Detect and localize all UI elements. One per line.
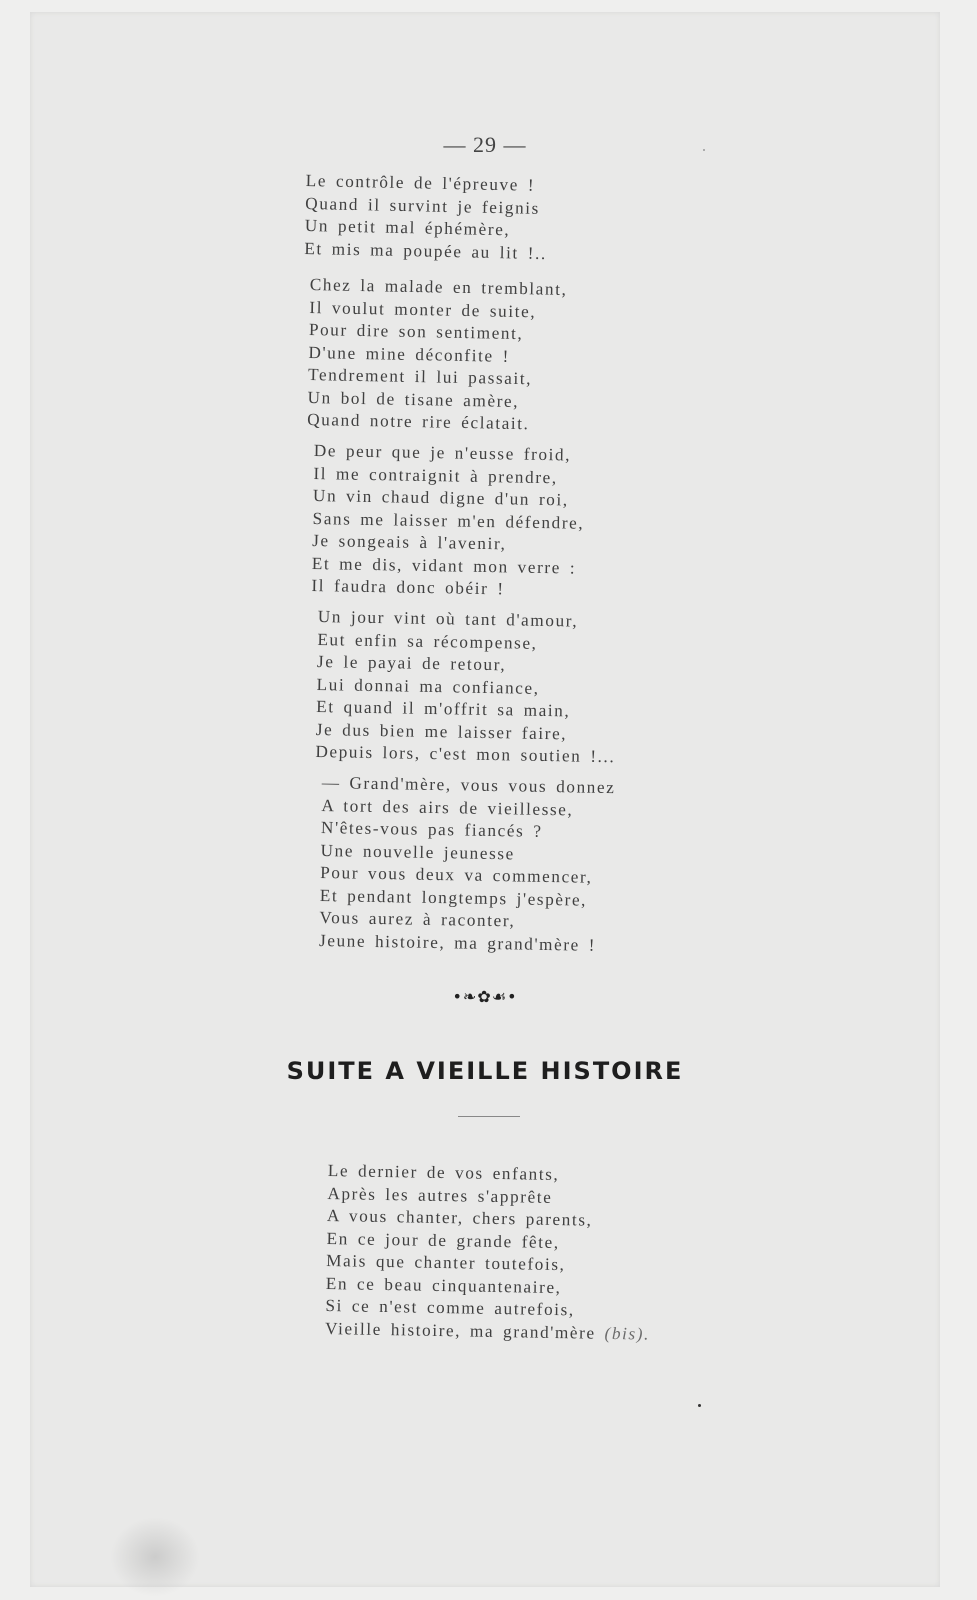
verse-line: De peur que je n'eusse froid, — [313, 440, 572, 465]
verse-line: Le dernier de vos enfants, — [327, 1160, 560, 1185]
refrain-marker: (bis). — [604, 1323, 651, 1344]
verse-line: A vous chanter, chers parents, — [326, 1205, 593, 1230]
stanza-1 — [304, 170, 548, 265]
verse-line: Il faudra donc obéir ! — [311, 575, 505, 599]
book-page — [30, 12, 940, 1587]
verse-line: En ce beau cinquantenaire, — [325, 1273, 562, 1297]
verse-line-last — [325, 1317, 650, 1345]
verse-line: Pour vous deux va commencer, — [320, 862, 593, 887]
verse-line: Eut enfin sa récompense, — [317, 629, 538, 653]
ornament-divider-icon: •❧✿☙• — [452, 987, 518, 1006]
verse-line: Je songeais à l'avenir, — [312, 530, 507, 554]
verse-line: N'êtes-vous pas fiancés ? — [320, 817, 543, 841]
title-underline — [458, 1116, 520, 1117]
stanza-4 — [315, 606, 618, 769]
stanza-5 — [319, 772, 616, 957]
verse-line: Un petit mal éphémère, — [304, 215, 511, 240]
verse-line: Sans me laisser m'en défendre, — [312, 508, 585, 533]
verse-line: Le contrôle de l'épreuve ! — [305, 170, 536, 195]
verse-line: Chez la malade en tremblant, — [309, 274, 568, 299]
verse-line: D'une mine déconfite ! — [308, 342, 511, 366]
print-speck — [698, 1404, 701, 1407]
verse-line: Je le payai de retour, — [316, 651, 507, 675]
page-number: — 29 — — [443, 132, 527, 157]
stanza-2 — [307, 274, 568, 436]
verse-line: Vous aurez à raconter, — [319, 907, 516, 931]
verse-line: Si ce n'est comme autrefois, — [325, 1295, 575, 1320]
verse-line: Un bol de tisane amère, — [307, 387, 520, 411]
verse-line: Après les autres s'apprête — [327, 1183, 553, 1207]
verse-line: Une nouvelle jeunesse — [320, 840, 516, 863]
verse-line: Pour dire son sentiment, — [308, 319, 524, 344]
verse-line: Quand notre rire éclatait. — [307, 409, 530, 434]
print-speck — [703, 149, 705, 151]
verse-line: Tendrement il lui passait, — [307, 364, 533, 389]
verse-line: — Grand'mère, vous vous donnez — [321, 772, 616, 798]
verse-line: Je dus bien me laisser faire, — [315, 719, 568, 743]
verse-line: Un jour vint où tant d'amour, — [317, 606, 579, 631]
verse-line: Il voulut monter de suite, — [309, 297, 537, 321]
stanza-3 — [311, 440, 585, 602]
verse-line: Et pendant longtemps j'espère, — [319, 885, 588, 910]
verse-line: Un vin chaud digne d'un roi, — [312, 485, 569, 510]
verse-line: Mais que chanter toutefois, — [326, 1250, 566, 1275]
verse-line: Quand il survint je feignis — [305, 193, 541, 218]
verse-line: Et quand il m'offrit sa main, — [316, 696, 571, 721]
verse-line: Jeune histoire, ma grand'mère ! — [318, 930, 597, 955]
verse-line: Et me dis, vidant mon verre : — [311, 553, 577, 578]
verse-line: En ce jour de grande fête, — [326, 1228, 560, 1252]
verse-line: A tort des airs de vieillesse, — [321, 795, 574, 819]
section-title: SUITE A VIEILLE HISTOIRE — [286, 1057, 684, 1085]
verse-line: Depuis lors, c'est mon soutien !... — [315, 741, 616, 767]
stanza-final — [325, 1160, 653, 1346]
verse-line: Il me contraignit à prendre, — [313, 463, 558, 487]
scan-smudge — [110, 1517, 200, 1597]
verse-line: Et mis ma poupée au lit !.. — [304, 238, 548, 263]
verse-line: Lui donnai ma confiance, — [316, 674, 540, 698]
verse-text: Vieille histoire, ma grand'mère — [324, 1318, 596, 1343]
